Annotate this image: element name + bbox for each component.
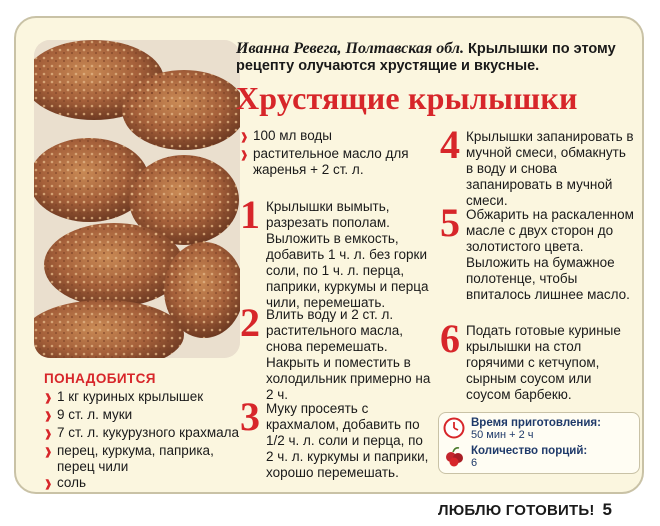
bullet-icon: ❱	[44, 429, 53, 440]
step-text: Обжарить на раскаленном масле с двух сторон до золотистого цвета. Выложить на бумажное полотенце, чтобы впиталось лишнее масло.	[466, 207, 634, 302]
step-1	[240, 192, 432, 311]
recipe-title: Хрустящие крылышки	[236, 80, 578, 116]
extra-ingredients	[240, 128, 440, 178]
bullet-icon: ❱	[44, 479, 53, 490]
step-3	[240, 394, 432, 481]
bullet-icon: ❱	[240, 132, 249, 143]
food-photo	[34, 40, 240, 358]
portions-value: 6	[471, 457, 478, 469]
step-2	[240, 300, 432, 403]
list-item: ❱ перец, куркума, паприка, перец чили	[44, 443, 214, 474]
step-text: Муку просеять с крахмалом, добавить по 1/2 ч. л. соли и перца, по 2 ч. л. куркумы и паприки, хорошо перемешать.	[266, 401, 429, 480]
step-number: 4	[440, 122, 460, 167]
step-4	[440, 122, 636, 209]
bullet-icon: ❱	[44, 447, 53, 458]
page-footer	[438, 500, 612, 520]
berries-icon	[443, 445, 465, 467]
time-label: Время приготовления:	[471, 417, 601, 429]
list-item: ❱ 1 кг куриных крылышек	[44, 389, 244, 407]
page-number: 5	[602, 500, 613, 519]
step-text: Крылышки вымыть, разрезать пополам. Выложить в емкость, добавить 1 ч. л. без горки соли, по 1 ч. л. перца, паприки, куркумы и перца чили, перемешать.	[266, 199, 429, 310]
step-5	[440, 200, 636, 303]
step-number: 6	[440, 316, 460, 361]
list-item: ❱ 7 ст. л. кукурузного крахмала	[44, 425, 244, 443]
clock-icon	[443, 417, 465, 439]
step-number: 3	[240, 394, 260, 439]
step-text: Влить воду и 2 ст. л. растительного масла, снова перемешать. Накрыть и поместить в холодильник примерно на 2 ч.	[266, 307, 431, 402]
needed-heading: ПОНАДОБИТСЯ	[44, 371, 156, 386]
step-text: Крылышки запанировать в мучной смеси, обмакнуть в воду и снова запанировать в мучной смеси.	[466, 129, 634, 208]
intro-text: Крылышки по этому рецепту олучаются хрустящие и вкусные.	[236, 41, 616, 74]
recipe-info-box	[438, 412, 640, 474]
portions	[443, 445, 587, 469]
fried-chicken-wings-image	[34, 40, 240, 358]
list-item: ❱ 9 ст. л. муки	[44, 407, 244, 425]
step-6	[440, 316, 636, 403]
time-value: 50 мин + 2 ч	[471, 429, 534, 441]
step-number: 2	[240, 300, 260, 345]
list-item: ❱ соль	[44, 475, 244, 493]
magazine-name: ЛЮБЛЮ ГОТОВИТЬ!	[438, 502, 595, 519]
bullet-icon: ❱	[44, 393, 53, 404]
step-number: 5	[440, 200, 460, 245]
author-name: Иванна Ревега, Полтавская обл.	[236, 40, 464, 57]
cooking-time	[443, 417, 601, 441]
step-number: 1	[240, 192, 260, 237]
step-text: Подать готовые куриные крылышки на стол горячими с кетчупом, сырным соусом или соусом барбекю.	[466, 323, 621, 402]
list-item: ❱ 100 мл воды	[240, 128, 440, 146]
bullet-icon: ❱	[44, 411, 53, 422]
portions-label: Количество порций:	[471, 445, 588, 457]
bullet-icon: ❱	[240, 150, 249, 161]
list-item: ❱ растительное масло для жаренья + 2 ст. л.	[240, 146, 409, 177]
ingredients-needed	[44, 371, 244, 493]
recipe-intro	[236, 40, 640, 75]
